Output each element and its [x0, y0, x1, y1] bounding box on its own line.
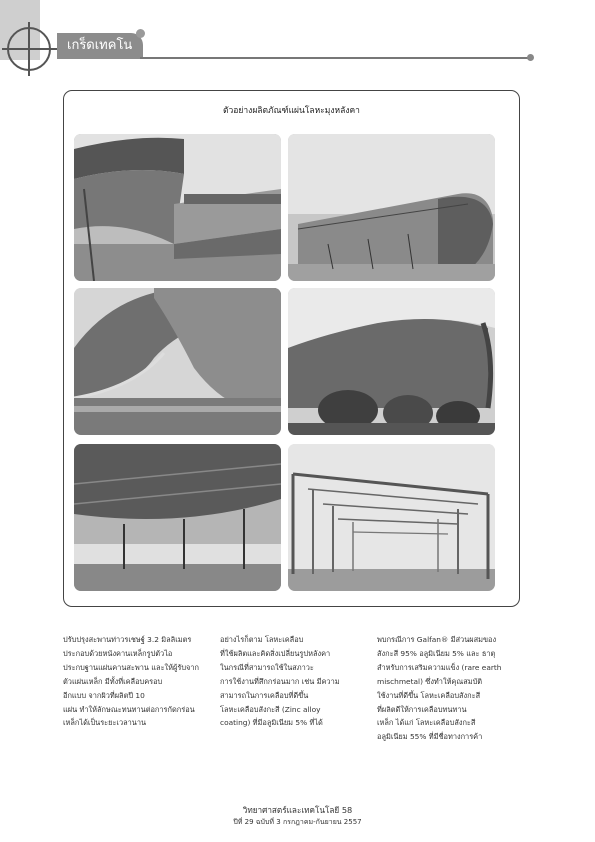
- footer-issue-info: ปีที่ 29 ฉบับที่ 3 กรกฎาคม-กันยายน 2557: [233, 818, 362, 826]
- photo-arched-roof-with-trees: [288, 288, 495, 435]
- body-column-2: อย่างไรก็ตาม โลหะเคลือบ ที่ใช้ผลิตและคิดสิ่งเปลี่ยนรูปหลังคา ในกรณีที่สามารถใช้ในสภาวะ การใช้งานที่สึกกร่อนมาก เช่น มีความ สามารถในการเคลือบที่ดีขึ้น โลหะเคลือบสังกะสี (Zinc alloy coating) ที่มีอลูมิเนียม 5% ที่ได้: [220, 635, 340, 728]
- section-dot: [136, 29, 145, 38]
- body-column-1: ปรับปรุงสะพานท่าวรเชษฐ์ 3.2 มิลลิเมตร ประกอบด้วยหนังคานเหล็กรูปตัวไอ ประกบฐานแผ่นคานสะพาน และให้ผู้รับจาก ตัวแผ่นเหล็ก มีทั้งที่เคลือบครอบ อีกแบบ จากผิวที่ผลิตปี 10 แผ่น ทำให้ลักษณะทนทานต่อการกัดกร่อน เหล็กได้เป็นระยะเวลานาน: [63, 635, 199, 728]
- header-rule-dot: [527, 54, 534, 61]
- photo-curved-roof-edge-building: [288, 134, 495, 281]
- figure-caption: ตัวอย่างผลิตภัณฑ์แผ่นโลหะมุงหลังคา: [223, 106, 360, 116]
- photo-steel-frame-structure: [288, 444, 495, 591]
- photo-curved-roof-canopy: [74, 134, 281, 281]
- crosshair-vertical-line: [28, 22, 30, 76]
- photo-roof-underside-interior: [74, 444, 281, 591]
- figure-frame: [63, 90, 520, 607]
- crosshair-horizontal-line: [2, 48, 58, 50]
- section-label: เกร็ดเทคโน: [57, 33, 143, 59]
- photo-wave-roof-building: [74, 288, 281, 435]
- footer-journal-title: วิทยาศาสตร์และเทคโนโลยี 58: [242, 805, 353, 815]
- header-rule: [140, 57, 530, 59]
- body-column-3: พบกรณีการ Galfan® มีส่วนผสมของ สังกะสี 95% อลูมิเนียม 5% และ ธาตุ สำหรับการเสริมความแข็ง (rare earth mischmetal) ซึ่งทำให้คุณสมบัติ ใช้งานที่ดีขึ้น โลหะเคลือบสังกะสี ที่ผลิตดีให้การเคลือบทนทาน เหล็ก ได้แก่ โลหะเคลือบสังกะสี อลูมิเนียม 55% ที่มีชื่อทางการค้า: [377, 635, 502, 742]
